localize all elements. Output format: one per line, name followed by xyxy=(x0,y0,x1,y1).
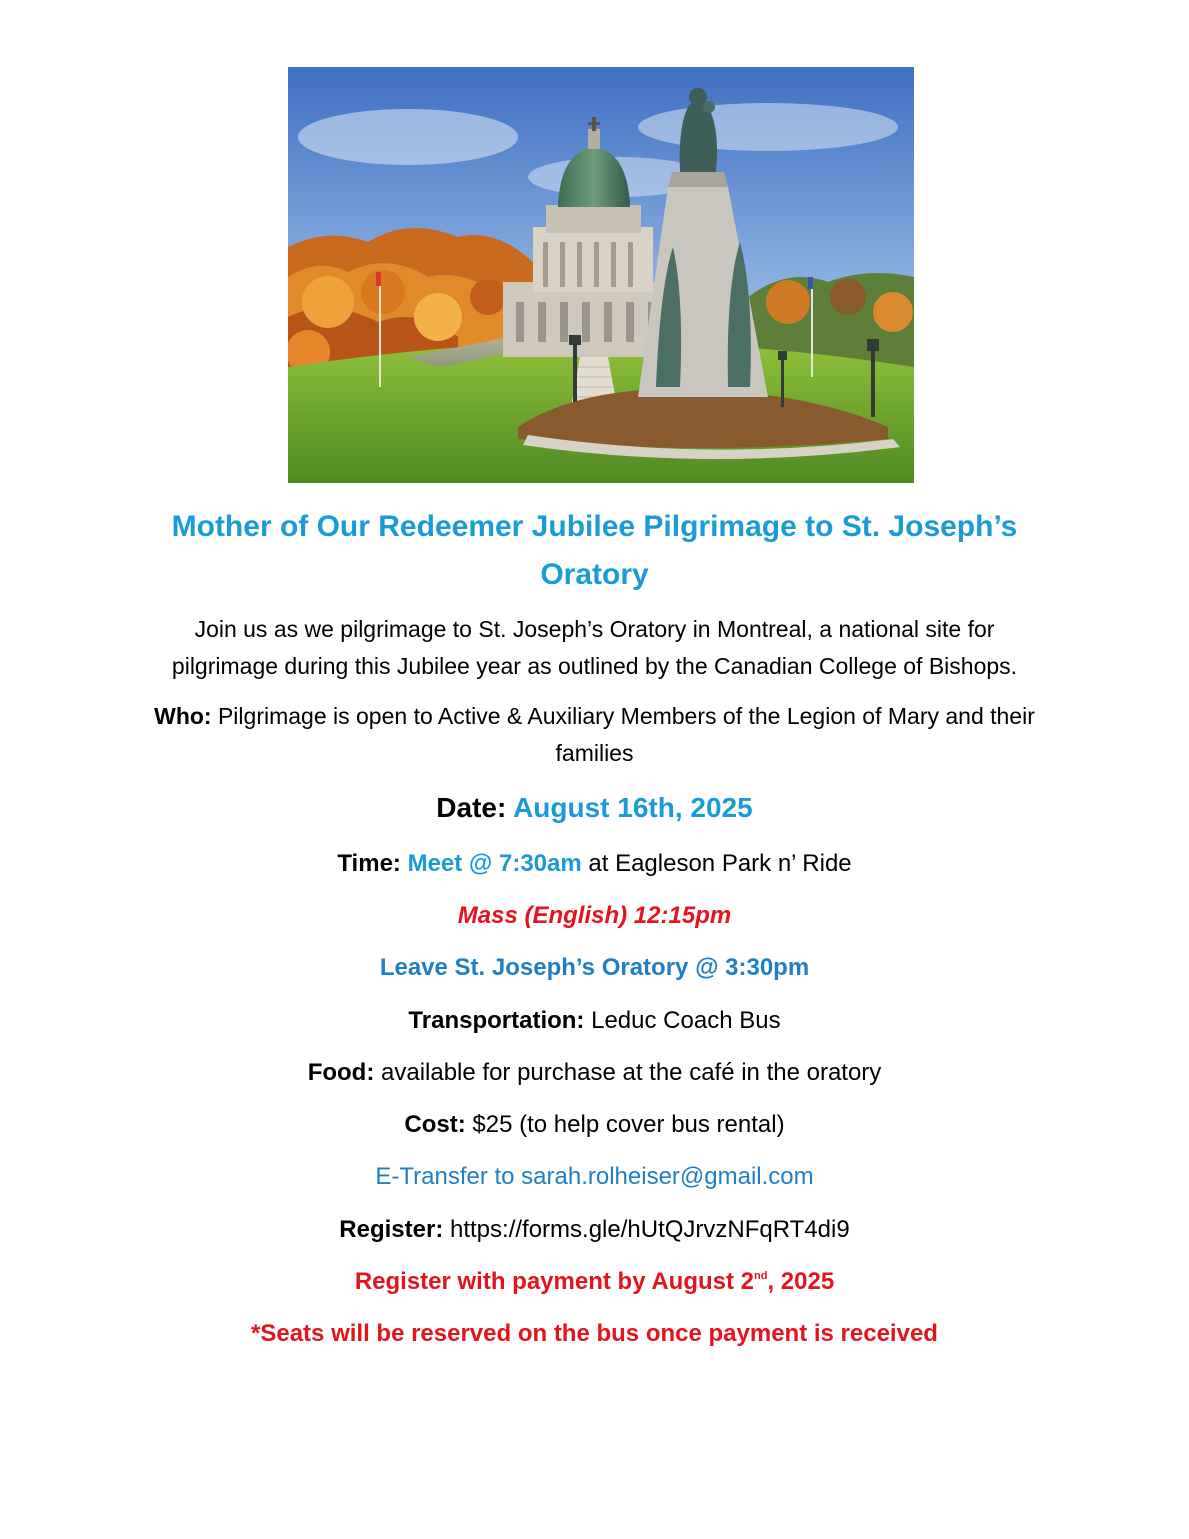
intro-line-2: pilgrimage during this Jubilee year as outlined by the Canadian College of Bishops. xyxy=(171,653,1018,679)
date-value: August 16th, 2025 xyxy=(513,792,753,823)
transportation-line xyxy=(0,1002,1189,1039)
cost-label: Cost: xyxy=(404,1111,466,1138)
transportation-value: Leduc Coach Bus xyxy=(584,1007,781,1034)
food-line xyxy=(0,1054,1189,1091)
cost-line xyxy=(0,1106,1189,1143)
food-label: Food: xyxy=(307,1059,375,1086)
deadline-suffix: nd xyxy=(754,1270,768,1282)
flyer-title xyxy=(0,503,1189,599)
time-line xyxy=(0,845,1189,882)
register-line xyxy=(0,1211,1189,1248)
etransfer-line[interactable]: E-Transfer to sarah.rolheiser@gmail.com xyxy=(375,1163,814,1190)
who-line-2: families xyxy=(555,740,634,766)
register-label: Register: xyxy=(339,1216,444,1243)
title-line-2: Oratory xyxy=(540,558,649,591)
date-label: Date: xyxy=(436,792,514,823)
mass-line: Mass (English) 12:15pm xyxy=(457,902,732,929)
cost-value: $25 (to help cover bus rental) xyxy=(465,1111,785,1138)
deadline-before: Register with payment by August 2 xyxy=(354,1268,754,1295)
who-text-1: Pilgrimage is open to Active & Auxiliary Members of the Legion of Mary and their xyxy=(211,703,1035,729)
date-line xyxy=(0,788,1189,828)
seats-note: *Seats will be reserved on the bus once payment is received xyxy=(251,1320,938,1347)
food-value: available for purchase at the café in the oratory xyxy=(374,1059,882,1086)
time-label: Time: xyxy=(337,850,408,877)
register-link[interactable]: https://forms.gle/hUtQJrvzNFqRT4di9 xyxy=(443,1216,850,1243)
who-section xyxy=(0,698,1189,772)
deadline-after: , 2025 xyxy=(767,1268,835,1295)
time-rest: at Eagleson Park n’ Ride xyxy=(581,850,852,877)
leave-line: Leave St. Joseph’s Oratory @ 3:30pm xyxy=(379,954,810,981)
time-highlight: Meet @ 7:30am xyxy=(407,850,582,877)
who-line-1 xyxy=(0,698,1189,735)
oratory-photo xyxy=(288,67,914,483)
transportation-label: Transportation: xyxy=(408,1007,585,1034)
payment-deadline xyxy=(0,1263,1189,1300)
intro-paragraph xyxy=(0,611,1189,685)
title-line-1: Mother of Our Redeemer Jubilee Pilgrimage to St. Joseph’s xyxy=(171,510,1018,543)
intro-line-1: Join us as we pilgrimage to St. Joseph’s Oratory in Montreal, a national site for xyxy=(194,616,995,642)
who-label: Who: xyxy=(154,703,212,729)
